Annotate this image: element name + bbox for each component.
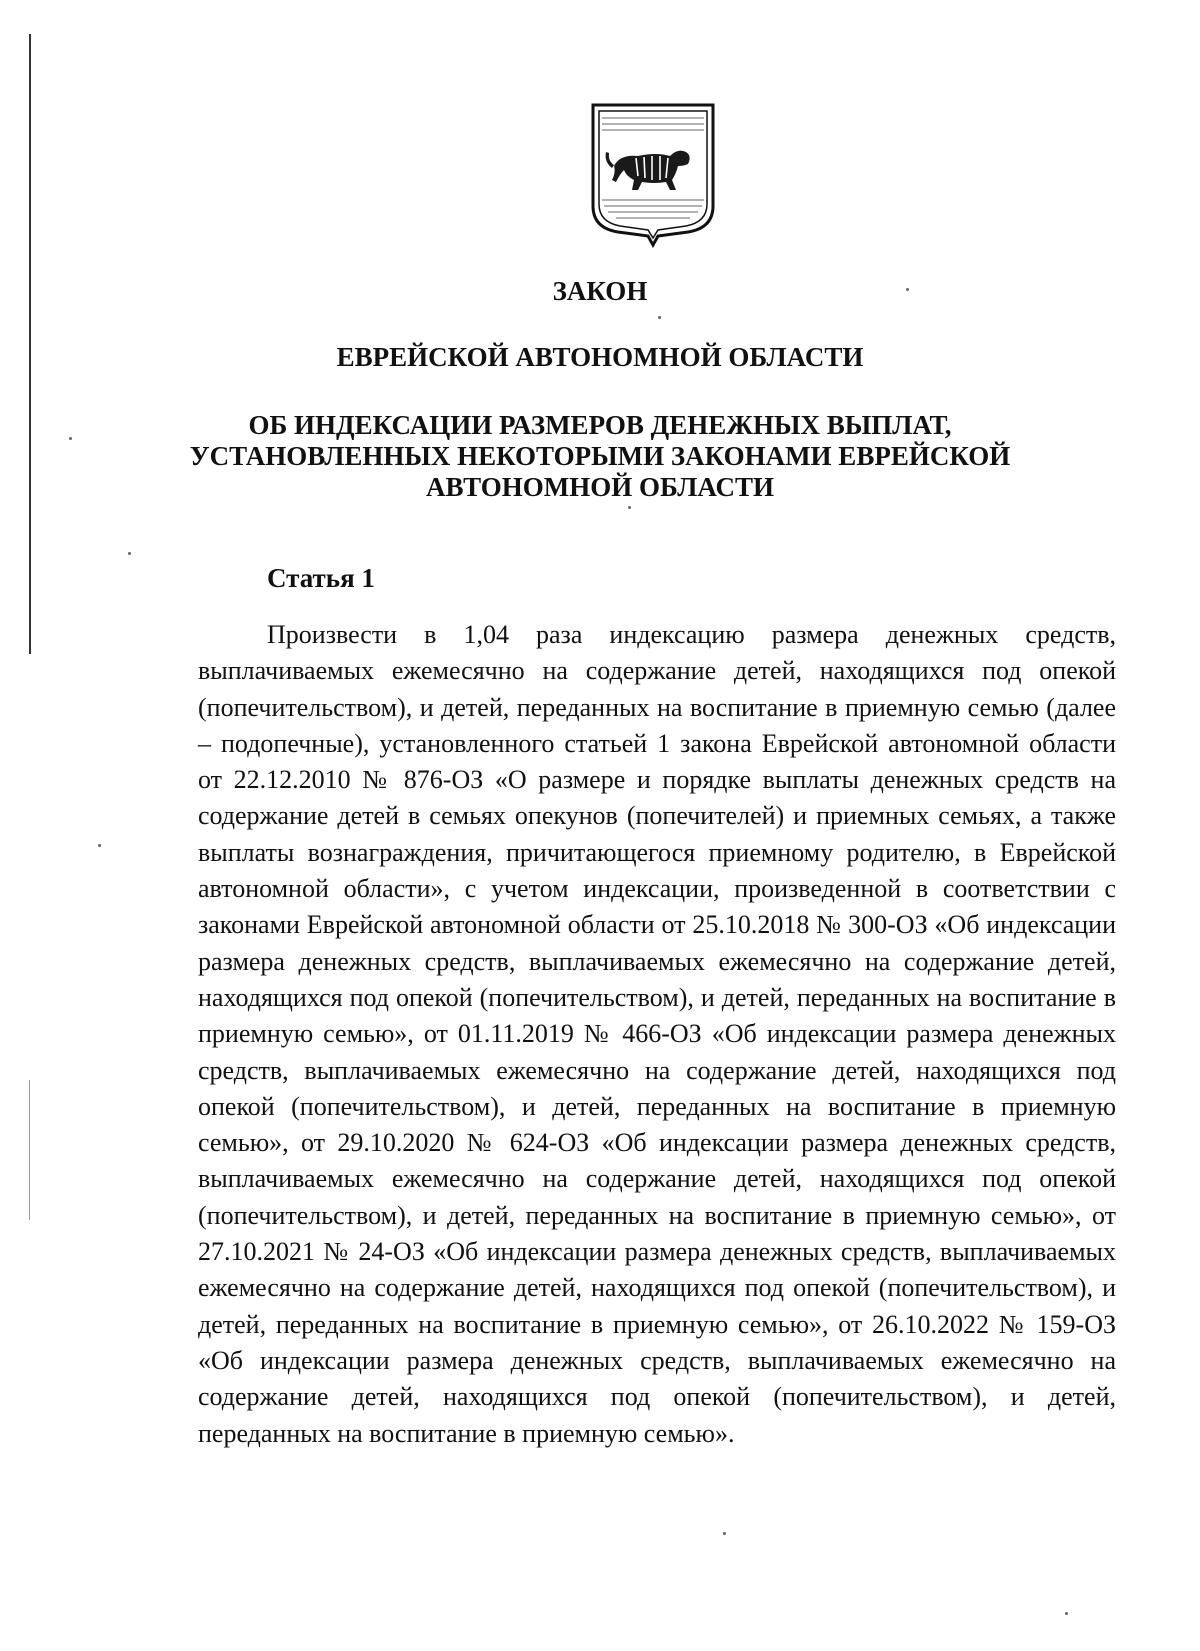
scan-speck: [1065, 1612, 1068, 1615]
scan-speck: [658, 316, 661, 319]
law-title-line: АВТОНОМНОЙ ОБЛАСТИ: [425, 472, 774, 502]
law-heading: ЗАКОН: [552, 276, 648, 306]
law-title-line: ОБ ИНДЕКСАЦИИ РАЗМЕРОВ ДЕНЕЖНЫХ ВЫПЛАТ,: [248, 410, 952, 440]
scan-speck: [98, 844, 101, 847]
region-heading: ЕВРЕЙСКОЙ АВТОНОМНОЙ ОБЛАСТИ: [336, 342, 864, 372]
law-title: [0, 410, 1200, 503]
scan-margin-line-lower: [29, 1080, 30, 1220]
article-title: Статья 1: [267, 563, 375, 593]
scan-speck: [628, 506, 631, 509]
scan-speck: [128, 552, 131, 555]
article-paragraph: Произвести в 1,04 раза индексацию размера денежных средств, выплачиваемых ежемесячно на содержание детей, находящихся под опекой (попечительством), и детей, переданных на воспитание в приемную семью (далее – подопечные), установленного статьей 1 закона Еврейской автономной области от 22.12.2010 № 876-ОЗ «О размере и порядке выплаты денежных средств на содержание детей в семьях опекунов (попечителей) и приемных семьях, а также выплаты вознаграждения, причитающегося приемному родителю, в Еврейской автономной области», с учетом индексации, произведенной в соответствии с законами Еврейской автономной области от 25.10.2018 № 300-ОЗ «Об индексации размера денежных средств, выплачиваемых ежемесячно на содержание детей, находящихся под опекой (попечительством), и детей, переданных на воспитание в приемную семью», от 01.11.2019 № 466-ОЗ «Об индексации размера денежных средств, выплачиваемых ежемесячно на содержание детей, находящихся под опекой (попечительством), и детей, переданных на воспитание в приемную семью», от 29.10.2020 № 624-ОЗ «Об индексации размера денежных средств, выплачиваемых ежемесячно на содержание детей, находящихся под опекой (попечительством), и детей, переданных на воспитание в приемную семью», от 27.10.2021 № 24-ОЗ «Об индексации размера денежных средств, выплачиваемых ежемесячно на содержание детей, находящихся под опекой (попечительством), и детей, переданных на воспитание в приемную семью», от 26.10.2022 № 159-ОЗ «Об индексации размера денежных средств, выплачиваемых ежемесячно на содержание детей, находящихся под опекой (попечительством), и детей, переданных на воспитание в приемную семью».: [198, 620, 1116, 1448]
tiger-coat-of-arms-icon: [590, 102, 716, 248]
law-title-line: УСТАНОВЛЕННЫХ НЕКОТОРЫМИ ЗАКОНАМИ ЕВРЕЙСКОЙ: [189, 441, 1011, 471]
scan-speck: [723, 1532, 726, 1535]
